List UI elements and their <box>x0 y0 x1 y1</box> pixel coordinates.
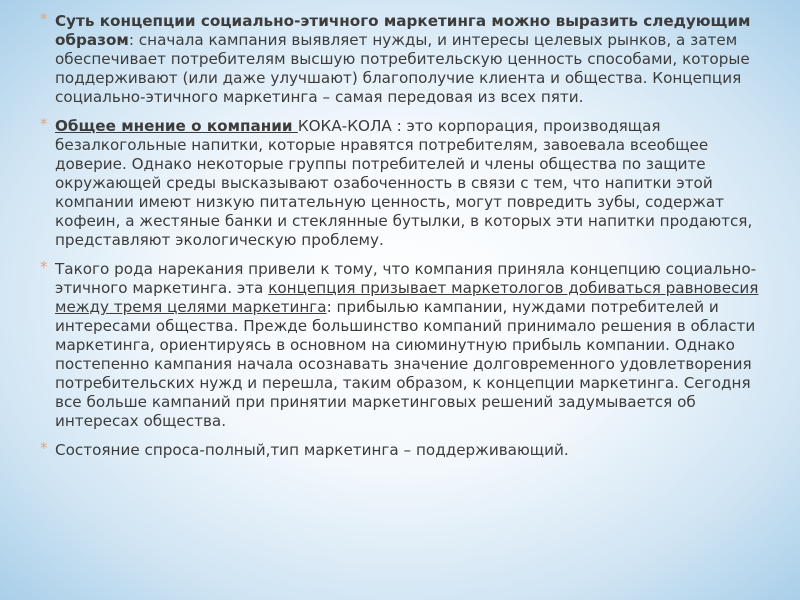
bullet-asterisk-icon: * <box>40 115 48 133</box>
coca-cola-text: КОКА-КОЛА : это корпорация, производящая безалкогольные напитки, которые нравятся потребителям, завоевала всеобщее доверие. Однако некоторые группы потребителей и члены общества по защите окружающей среды высказывают озабоченность в связи с тем, что напитки этой компании имеют низкую питательную ценность, могут повредить зубы, содержат кофеин, а жестяные банки и стеклянные бутылки, в которых эти напитки продаются, представляют экологическую проблему. <box>55 117 753 249</box>
concept-essence-lead: Суть концепции социально-этичного маркетинга можно выразить следующим образом <box>55 12 751 49</box>
paragraph-concept-essence <box>40 12 780 107</box>
complaints-text-after: : прибылью кампании, нуждами потребителей и интересами общества. Прежде большинство компаний принимало решения в области маркетинга, ориентируясь в основном на сиюминутную прибыль компании. Однако постепенно кампания начала осознавать значение долговременного удовлетворения потребительских нужд и перешла, таким образом, к концепции маркетинга. Сегодня все больше кампаний при принятии маркетинговых решений задумывается об интересах общества. <box>55 298 756 430</box>
paragraph-demand-state <box>40 441 780 460</box>
coca-cola-lead: Общее мнение о компании <box>55 117 298 135</box>
complaints-underlined: концепция призывает маркетологов добиваться равновесия между тремя целями маркетинга <box>55 279 759 316</box>
bullet-asterisk-icon: * <box>40 258 48 276</box>
bullet-asterisk-icon: * <box>40 10 48 28</box>
concept-essence-text: : сначала кампания выявляет нужды, и интересы целевых рынков, а затем обеспечивает потребителям высшую потребительскую ценность способами, которые поддерживают (или даже улучшают) благополучие клиента и общества. Концепция социально-этичного маркетинга – самая передовая из всех пяти. <box>55 31 750 106</box>
complaints-text-before: Такого рода нарекания привели к тому, что компания приняла концепцию социально-этичного маркетинга. эта <box>55 260 757 297</box>
bullet-asterisk-icon: * <box>40 439 48 457</box>
slide-body <box>40 12 780 470</box>
paragraph-coca-cola <box>40 117 780 250</box>
demand-state-text: Состояние спроса-полный,тип маркетинга – поддерживающий. <box>55 441 569 459</box>
paragraph-complaints <box>40 260 780 431</box>
